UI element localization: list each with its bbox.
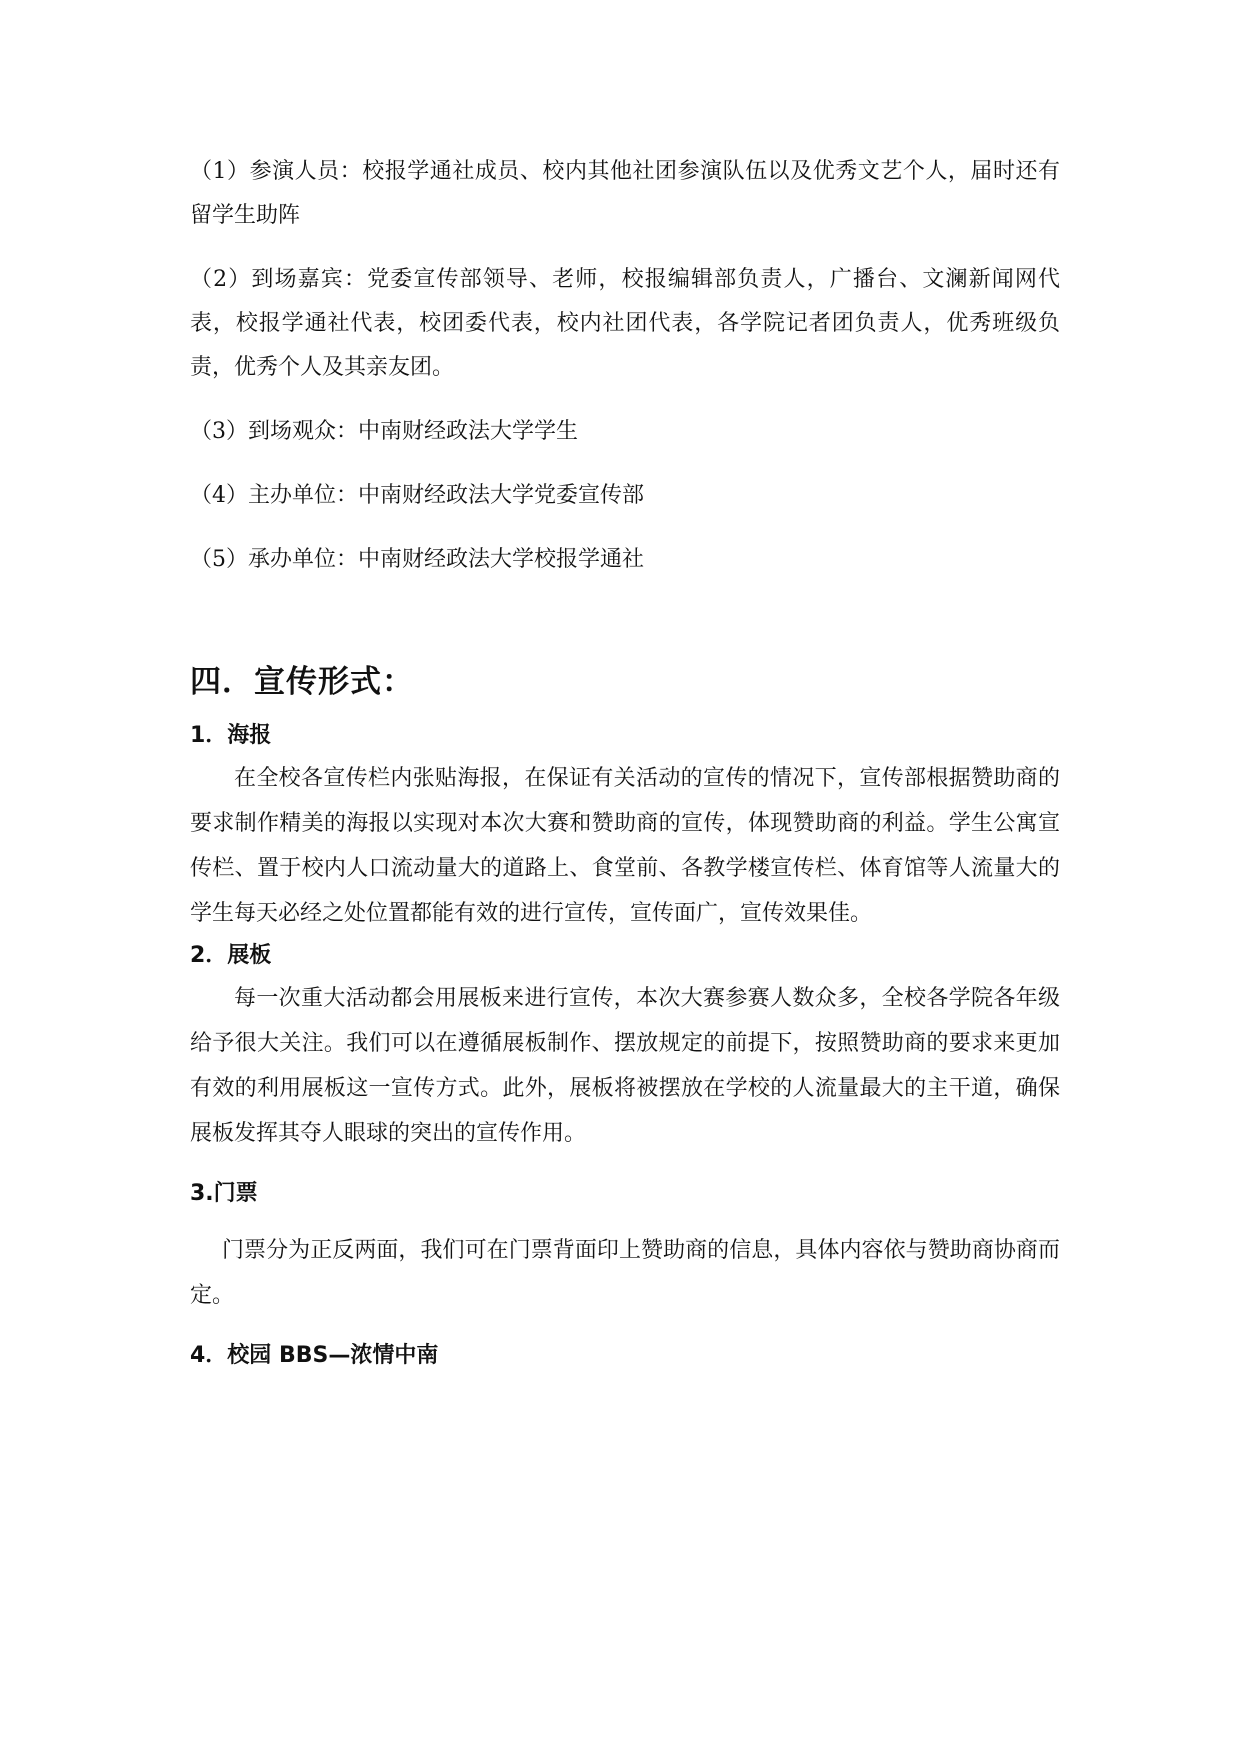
audience-item: （3）到场观众：中南财经政法大学学生 xyxy=(190,419,578,444)
paragraph-tickets: 门票分为正反两面，我们可在门票背面印上赞助商的信息，具体内容依与赞助商协商而定。 xyxy=(190,1238,1060,1308)
participants-item: （1）参演人员：校报学通社成员、校内其他社团参演队伍以及优秀文艺个人，届时还有留学生助阵 xyxy=(190,159,1060,228)
paragraph-display-board: 每一次重大活动都会用展板来进行宣传，本次大赛参赛人数众多，全校各学院各年级给予很大关注。我们可以在遵循展板制作、摆放规定的前提下，按照赞助商的要求来更加有效的利用展板这一宣传方式。此外，展板将被摆放在学校的人流量最大的主干道，确保展板发挥其夺人眼球的突出的宣传作用。 xyxy=(190,986,1060,1146)
subsection-title-tickets: 3.门票 xyxy=(190,1181,258,1206)
organizer-item: （4）主办单位：中南财经政法大学党委宣传部 xyxy=(190,483,644,508)
subsection-title-poster: 1．海报 xyxy=(190,723,272,748)
document-content xyxy=(190,150,1060,1376)
host-unit-item: （5）承办单位：中南财经政法大学校报学通社 xyxy=(190,547,644,572)
paragraph-poster: 在全校各宣传栏内张贴海报，在保证有关活动的宣传的情况下，宣传部根据赞助商的要求制作精美的海报以实现对本次大赛和赞助商的宣传，体现赞助商的利益。学生公寓宣传栏、置于校内人口流动量大的道路上、食堂前、各教学楼宣传栏、体育馆等人流量大的学生每天必经之处位置都能有效的进行宣传，宣传面广，宣传效果佳。 xyxy=(190,766,1060,926)
guests-item: （2）到场嘉宾：党委宣传部领导、老师，校报编辑部负责人，广播台、文澜新闻网代表，校报学通社代表，校团委代表，校内社团代表，各学院记者团负责人，优秀班级负责，优秀个人及其亲友团。 xyxy=(190,267,1060,380)
section-title-publicity: 四．宣传形式： xyxy=(190,664,414,700)
subsection-title-display-board: 2．展板 xyxy=(190,943,272,968)
subsection-title-bbs: 4．校园 BBS—浓情中南 xyxy=(190,1343,439,1368)
